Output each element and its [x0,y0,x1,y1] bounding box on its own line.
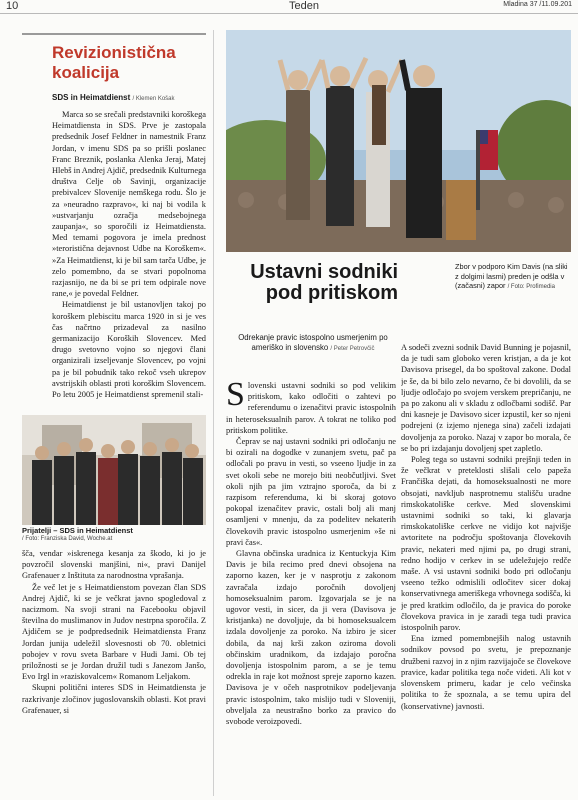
left-article-subtitle: SDS in Heimatdienst [52,93,131,102]
left-article-rule [22,33,206,35]
column-divider [213,30,214,796]
group-photo [22,415,206,525]
paragraph: Čeprav se naj ustavni sodniki pri odločanju ne bi ozirali na dogodke v zunanjem svetu, pač pa odločali po pravu in vesti, so vseeno ljudje in za svet okoli sebe ne morejo biti neobčutljivi. Svet okoli njih pa jim vztrajno sporoča, da bi z razpisom referenduma, ki bi skoraj gotovo pokopal izenačitev pravic, ostali bolj ali manj osamljeni v mnenju, da za podelitev nekaterih človekovih pravic istospolno usmerjenim »še ni pravi čas«. [226,437,396,547]
section-name: Teden [289,0,319,12]
paragraph: Skupni politični interes SDS in Heimatdiensta je razkrivanje zločinov jugoslovanskih oblasti. Kot pravi Grafenauer, si [22,683,206,715]
left-photo-caption-credit: / Foto: Franziska David, Woche.at [22,536,113,542]
left-article-body-bottom [22,548,206,798]
paragraph: Že več let je s Heimatdienstom povezan član SDS Andrej Ajdič, ki se je večkrat javno spogledoval z nacizmom. Na svoji strani na Facebooku objavil številna do muslimanov in Judov nestrpna sporočila. Z Ajdičem se je podpredsednik Heimatdiensta Franz Jordan junija udeležil slovesnosti ob 70. obletnici pobojev v rovu sveta Barbare v Hudi Jami. Ob tej priložnosti se je Jordan družil tudi s Janezom Janšo, Evo Irgl in »raziskovalcem« Romanom Leljakom. [22,582,206,682]
paragraph: šča, vendar »iskrenega kesanja za škodo, ki jo je povzročil slovenski manjšini, ni«, pravi Danijel Grafenauer z Inštituta za narodnostna vprašanja. [22,549,206,581]
paragraph: Ena izmed pomembnejših nalog ustavnih sodnikov povsod po svetu, je prepoznanje družbeni razvoj in z njim razvijajoče se človekove pravice, kadar politika tega noče videti. Ali kot v slovenskem primeru, kadar je celo večinska politika to že spoznala, a se temu upira del (konservativne) javnosti. [401,634,571,711]
right-article-photo [226,30,571,252]
page-number: 10 [6,0,19,12]
paragraph-text: lovenski ustavni sodniki so pod velikim pritiskom, kako odločiti o zahtevi po referendumu o izenačitvi pravic istospolnih in heteroseksualnih parov. A tokrat ne toliko pod pritiskom politike. [226,381,396,435]
right-article-dek [228,333,398,354]
rally-photo [226,30,571,252]
paragraph [226,380,396,436]
left-article-body-top [52,109,206,409]
left-article-photo [22,415,206,525]
right-article-title: Ustavni sodniki pod pritiskom [250,261,398,304]
issue-info: Mladina 37 /11.09.201 [503,1,572,8]
right-photo-caption [455,262,571,293]
paragraph: Heimatdienst je bil ustanovljen takoj po koroškem plebiscitu marca 1920 in si je ves čas načrtno prizadeval za nasilno germanizacijo Koroških Slovencev. Med drugo svetovno vojno so njegovi člani organizirali izseljevanje Slovencev, po vojni pa je bil pobudnik tako rekoč vseh ukrepov avstrijskih oblasti proti koroškim Slovencem. Po letu 2005 je Heimatdienst spremenil stali- [52,300,206,400]
right-article-author: / Peter Petrovčič [330,346,375,352]
left-article-author: / Klemen Košak [132,96,175,102]
right-photo-caption-text: Zbor v podporo Kim Davis (na sliki z dolgimi lasmi) preden je odšla v (začasni) zapor [455,262,568,290]
left-photo-caption-title: Prijatelji – SDS in Heimatdienst [22,526,133,535]
paragraph: Poleg tega so ustavni sodniki prejšnji teden in že večkrat v preteklosti slišali celo papeža Frančiška dejati, da homoseksualnosti ne more obsojati, navkljub nasprotnemu stališču uradne rimskokatoliške cerkve. Med slovenskimi ustavnimi sodniki so taki, ki glavarja rimskokatoliške cerkve ne vidijo kot najvišje avtoritete na področju spoštovanja človekovih pravic, nekateri med njimi pa, po drugi strani, redno hodijo v cerkev in se udeležujejo redče maše. A vsi ustavni sodniki bodo pri odločanju vseeno težko odmislili odločitev sicer dokaj konservativnega ameriškega vrhovnega sodišča, ki je pred kratkim odločilo, da je pravica do poroke človekova pravica in je zaradi tega tudi pravica istospolnih parov. [401,455,571,633]
paragraph: Glavna občinska uradnica iz Kentuckyja Kim Davis je bila recimo pred dnevi obsojena na zaporno kazen, ker je v nasprotju z zakonom zavračala izdajo poročnih dovoljenj homoseksualnim parom. Izgovarjala se je na ugovor vesti, in sicer, da ji vera (Davisova je kristjanka) ne dovoljuje, da bi homoseksualcem izdala dovoljenje za poroko. Na izbiro je sicer dobila, da naj krši zakon oziroma dovoli občinskim uradnikom, da izdajajo poročna dovoljenja istospolnim parom, a se je temu odrekla in raje kot možnost spreje zaporno kazen. Davisova je v očeh nasprotnikov podeljevanja pravic istospolnim, tako mislijo tudi v Sloveniji, obveljala za neustrašno borko za pravico do svobode veroizpovedi. [226,549,396,727]
left-article-byline [52,93,206,102]
left-article-title: Revizionistična koalicija [52,43,176,82]
page-header [0,0,578,14]
right-article-col1 [226,380,396,796]
paragraph: A sodeči zvezni sodnik David Bunning je pojasnil, da je tudi sam globoko veren kristjan, a da je kot Davisova prisegel, da bo spoštoval zakone. Dodal je še, da bi bilo zelo nevarno, če bi dovolili, da se ljudje odločajo po svojem verskem prepričanju, ne pa po zakonu ali v skladu z odločbami sodišč. Par dni kasneje je Davisovo sicer izpustil, ker so njeni podrejeni (z izjemo njenega sina) začeli izdajati dovoljenja za poroko. Nazaj v zapor bo morala, če se bo pri izdajanju dovoljenj spet zapletlo. [401,343,571,453]
paragraph: Marca so se srečali predstavniki koroškega Heimatdiensta in SDS. Prve je zastopala predsednik Josef Feldner in namestnik Franz Jordan, v imenu SDS pa so prišli poslanec Franc Breznik, poslanka Alenka Jeraj, Matej Hlebš in Andrej Ajdič, predsednik Kulturnega društva Celje ob Savinji, organizacije prebivalcev Slovenije nemškega rodu. Šlo je za »neuradno razpravo«, ki naj bi vodila k »ustvarjanju ozračja medsebojnega zaupanja«, so sporočili iz Heimatdiensta. Med temami pogovora je imela prednost »teroristična dejavnost Udbe na Koroškem«. »Za Heimatdienst, ki je bil sam tarča Udbe, je zelo pomembno, da se stvari popolnoma razjasnijo, ne da bi se pri tem odpirale nove rane,« je povedal Feldner. [52,110,206,299]
right-article-dek-text: Odrekanje pravic istospolno usmerjenim po ameriško in slovensko [238,333,388,352]
drop-cap: S [226,380,245,413]
right-photo-caption-credit: / Foto: Profimedia [507,284,555,290]
left-photo-caption [22,526,206,544]
right-article-col2 [401,342,571,796]
